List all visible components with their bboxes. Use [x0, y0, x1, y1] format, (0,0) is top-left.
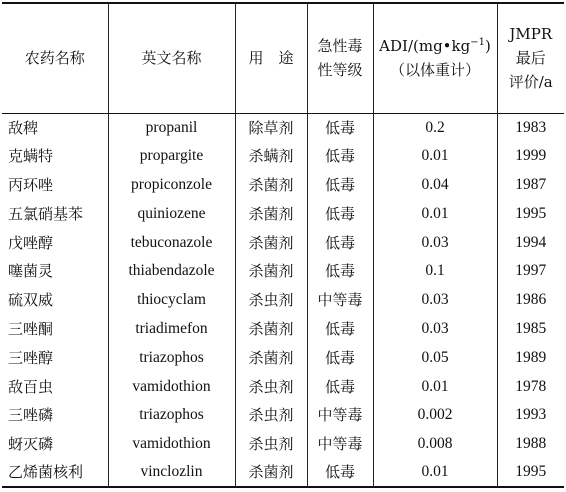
cell-toxicity: 低毒	[307, 315, 373, 344]
cell-name-cn: 敌稗	[8, 118, 39, 137]
cell-name-cn: 五氯硝基苯	[8, 204, 84, 223]
cell-name-en: propanil	[108, 113, 235, 142]
cell-name-cn: 丙环唑	[8, 175, 54, 194]
cell-use: 杀菌剂	[235, 343, 307, 372]
header-adi	[373, 3, 497, 113]
header-adi-line1	[376, 34, 495, 58]
cell-name-en: triazophos	[108, 343, 235, 372]
cell-name-en: thiocyclam	[108, 286, 235, 315]
table-row	[2, 430, 564, 459]
cell-name-en: triadimefon	[108, 315, 235, 344]
cell-jmpr-year: 1997	[497, 257, 564, 286]
cell-toxicity: 低毒	[307, 228, 373, 257]
cell-jmpr-year: 1993	[497, 401, 564, 430]
cell-toxicity: 中等毒	[307, 401, 373, 430]
cell-jmpr-year: 1978	[497, 372, 564, 401]
header-use	[235, 3, 307, 113]
cell-adi: 0.01	[373, 372, 497, 401]
header-jmpr-line3: 评价/a	[508, 73, 553, 92]
cell-name-cn: 三唑醇	[8, 348, 54, 367]
cell-name-cn: 噻菌灵	[8, 262, 54, 281]
header-jmpr-line2: 最后	[515, 49, 546, 68]
cell-use: 杀虫剂	[235, 401, 307, 430]
cell-adi: 0.05	[373, 343, 497, 372]
cell-use: 杀菌剂	[235, 315, 307, 344]
cell-adi: 0.002	[373, 401, 497, 430]
cell-name-en: vamidothion	[108, 430, 235, 459]
cell-toxicity: 低毒	[307, 171, 373, 200]
table-row	[2, 459, 564, 488]
cell-toxicity: 中等毒	[307, 430, 373, 459]
cell-adi: 0.04	[373, 171, 497, 200]
header-adi-unit: ADI/(mg•kg	[379, 37, 471, 56]
cell-adi: 0.03	[373, 228, 497, 257]
table-row	[2, 113, 564, 142]
cell-toxicity: 低毒	[307, 142, 373, 171]
cell-name-en: quiniozene	[108, 199, 235, 228]
cell-name-en: tebuconazole	[108, 228, 235, 257]
cell-name-en: vinclozlin	[108, 459, 235, 488]
cell-use: 杀虫剂	[235, 372, 307, 401]
cell-name-cn: 克螨特	[8, 147, 54, 166]
cell-jmpr-year: 1995	[497, 459, 564, 488]
cell-adi: 0.1	[373, 257, 497, 286]
cell-use: 杀虫剂	[235, 430, 307, 459]
cell-use: 杀虫剂	[235, 286, 307, 315]
header-adi-exponent: −1	[470, 37, 485, 49]
cell-jmpr-year: 1989	[497, 343, 564, 372]
cell-use: 杀菌剂	[235, 199, 307, 228]
cell-use: 杀螨剂	[235, 142, 307, 171]
table-row	[2, 401, 564, 430]
cell-adi: 0.03	[373, 315, 497, 344]
header-toxicity-line1: 急性毒	[317, 37, 363, 56]
cell-jmpr-year: 1999	[497, 142, 564, 171]
cell-name-en: thiabendazole	[108, 257, 235, 286]
header-adi-line2: （以体重计）	[389, 61, 480, 80]
table-row	[2, 315, 564, 344]
cell-name-cn: 敌百虫	[8, 377, 54, 396]
table-row	[2, 343, 564, 372]
cell-adi: 0.2	[373, 113, 497, 142]
table-row	[2, 372, 564, 401]
cell-use: 杀菌剂	[235, 171, 307, 200]
cell-adi: 0.008	[373, 430, 497, 459]
header-name-cn	[2, 3, 108, 113]
cell-toxicity: 低毒	[307, 113, 373, 142]
cell-use: 杀菌剂	[235, 257, 307, 286]
header-toxicity-line2: 性等级	[317, 61, 363, 80]
cell-name-en: propargite	[108, 142, 235, 171]
header-name-cn-text: 农药名称	[24, 49, 85, 68]
cell-adi: 0.01	[373, 459, 497, 488]
table-row	[2, 199, 564, 228]
header-use-text: 用 途	[248, 49, 294, 68]
table-row	[2, 142, 564, 171]
cell-name-cn: 硫双威	[8, 291, 54, 310]
cell-jmpr-year: 1988	[497, 430, 564, 459]
cell-jmpr-year: 1986	[497, 286, 564, 315]
cell-name-cn: 三唑磷	[8, 406, 54, 425]
cell-use: 杀菌剂	[235, 459, 307, 488]
table-row	[2, 171, 564, 200]
cell-adi: 0.01	[373, 142, 497, 171]
cell-jmpr-year: 1994	[497, 228, 564, 257]
cell-toxicity: 低毒	[307, 199, 373, 228]
cell-name-en: vamidothion	[108, 372, 235, 401]
cell-toxicity: 低毒	[307, 257, 373, 286]
cell-name-cn: 蚜灭磷	[8, 435, 54, 454]
header-name-en	[108, 3, 235, 113]
cell-name-cn: 乙烯菌核利	[2, 459, 108, 488]
cell-jmpr-year: 1983	[497, 113, 564, 142]
cell-jmpr-year: 1995	[497, 199, 564, 228]
table-row	[2, 228, 564, 257]
cell-name-cn: 戊唑醇	[8, 233, 54, 252]
cell-toxicity: 低毒	[307, 459, 373, 488]
cell-jmpr-year: 1987	[497, 171, 564, 200]
cell-jmpr-year: 1985	[497, 315, 564, 344]
cell-name-en: triazophos	[108, 401, 235, 430]
cell-adi: 0.01	[373, 199, 497, 228]
table-row	[2, 257, 564, 286]
table-header	[2, 3, 564, 113]
cell-adi: 0.03	[373, 286, 497, 315]
cell-toxicity: 低毒	[307, 343, 373, 372]
pesticide-table	[2, 2, 564, 488]
cell-use: 杀菌剂	[235, 228, 307, 257]
table-row	[2, 286, 564, 315]
cell-toxicity: 中等毒	[307, 286, 373, 315]
cell-toxicity: 低毒	[307, 372, 373, 401]
cell-name-cn: 三唑酮	[8, 319, 54, 338]
header-name-en-text: 英文名称	[141, 49, 202, 68]
header-jmpr-line1: JMPR	[509, 25, 553, 44]
cell-name-en: propiconzole	[108, 171, 235, 200]
header-toxicity	[307, 3, 373, 113]
table-body	[2, 113, 564, 487]
cell-use: 除草剂	[235, 113, 307, 142]
header-jmpr	[497, 3, 564, 113]
header-row	[2, 3, 564, 113]
header-adi-close: )	[484, 37, 491, 56]
